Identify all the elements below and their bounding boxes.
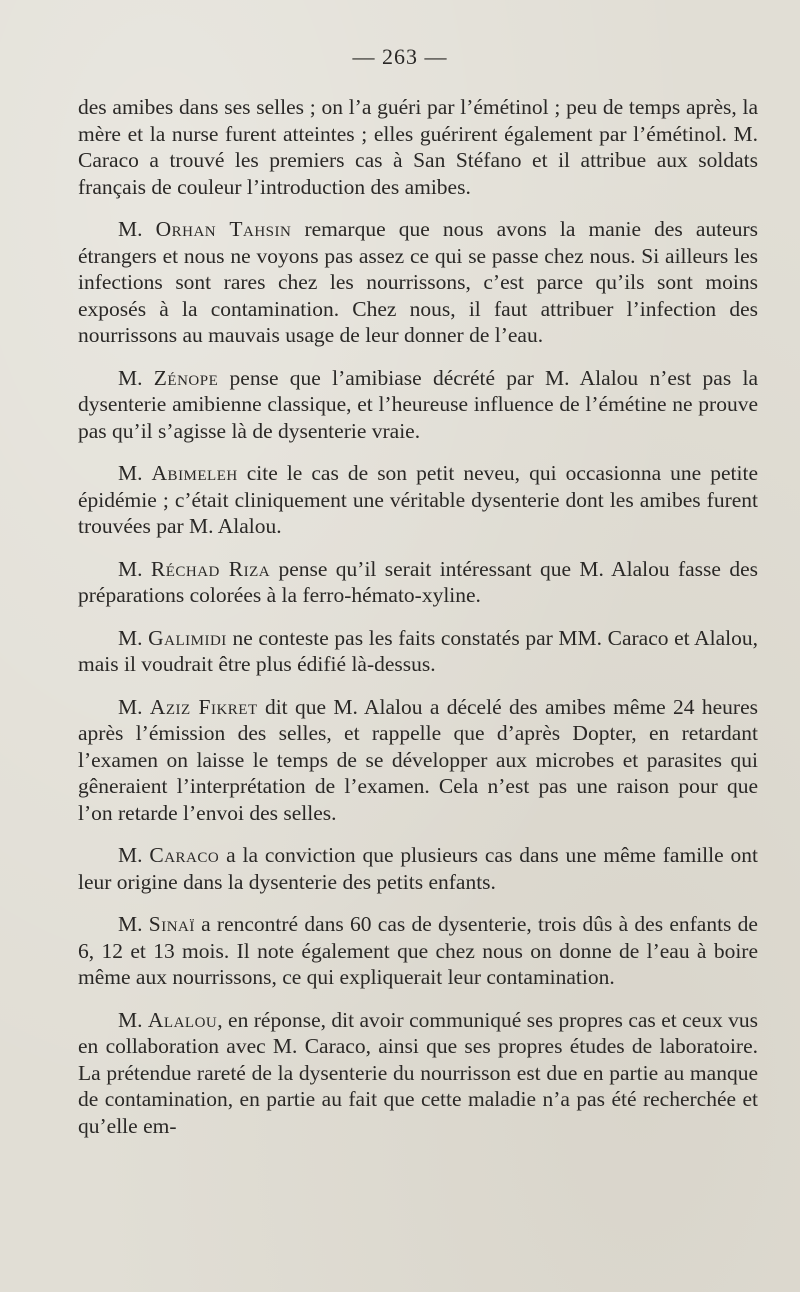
paragraph-text: a rencontré dans 60 cas de dysenterie, trois dûs à des enfants de 6, 12 et 13 mois. Il note également que chez nous on donne de l’eau à boire même aux nourrissons, ce qui expliquerait leur contamination. <box>78 912 758 989</box>
speaker-prefix: M. <box>118 625 149 650</box>
speaker-prefix: M. <box>118 217 156 241</box>
speaker-name: Zénope <box>153 365 219 390</box>
speaker-name: Réchad Riza <box>150 556 271 581</box>
speaker-name: Galimidi <box>148 625 227 650</box>
paragraph <box>78 842 758 895</box>
paragraph <box>78 94 758 200</box>
speaker-prefix: M. <box>118 694 150 719</box>
paragraph-text: dit que M. Alalou a décelé des amibes même 24 heures après l’émission des selles, et rappelle que d’après Dopter, en retardant l’examen on laisse le temps de se développer aux microbes et parasites qui gêneraient l’interprétation de l’examen. Cela n’est pas une raison pour que l’on retarde l’envoi des selles. <box>78 694 758 825</box>
paragraph-text: pense que l’amibiase décrété par M. Alalou n’est pas la dysenterie amibienne classique, et l’heureuse influence de l’émétine ne prouve pas qu’il s’agisse là de dysenterie vraie. <box>78 365 759 443</box>
speaker-name: Abimeleh <box>151 461 238 485</box>
speaker-prefix: M. <box>118 556 151 581</box>
paragraph-text: a la conviction que plusieurs cas dans une même famille ont leur origine dans la dysenterie des petits enfants. <box>78 843 758 894</box>
paragraph-text: pense qu’il serait intéressant que M. Alalou fasse des préparations colorées à la ferro-hémato-xyline. <box>78 556 758 607</box>
paragraph <box>78 216 758 349</box>
speaker-name: Orhan Tahsin <box>155 217 292 241</box>
speaker-prefix: M. <box>118 843 150 867</box>
speaker-prefix: M. <box>118 1007 148 1032</box>
paragraph <box>78 694 758 827</box>
speaker-name: Aziz Fikret <box>149 694 258 719</box>
speaker-prefix: M. <box>118 365 154 390</box>
paragraph <box>78 911 758 991</box>
paragraph <box>78 365 758 445</box>
paragraph-text: , en réponse, dit avoir communiqué ses propres cas et ceux vus en collaboration avec M. Caraco, ainsi que ses propres études de laboratoire. La prétendue rareté de la dysenterie du nourrisson est due en partie au manque de contamination, en partie au fait que cette maladie n’a pas été recherchée et qu’elle em- <box>78 1007 758 1138</box>
paragraph <box>78 1007 758 1140</box>
speaker-prefix: M. <box>118 912 149 936</box>
paragraph-text: des amibes dans ses selles ; on l’a guéri par l’émétinol ; peu de temps après, la mère et la nurse furent atteintes ; elles guérirent également par l’émétinol. M. Caraco a trouvé les premiers cas à San Stéfano et il attribue aux soldats français de couleur l’introduction des amibes. <box>78 95 758 199</box>
paragraph-text: ne conteste pas les faits constatés par MM. Caraco et Alalou, mais il voudrait être plus édifié là-dessus. <box>78 625 758 676</box>
speaker-prefix: M. <box>118 461 152 485</box>
paragraph <box>78 625 758 678</box>
speaker-name: Alalou <box>147 1007 218 1032</box>
speaker-name: Sinaï <box>148 912 195 936</box>
paragraph-text: cite le cas de son petit neveu, qui occasionna une petite épidémie ; c’était cliniquement une véritable dysenterie dont les amibes furent trouvées par M. Alalou. <box>78 461 758 538</box>
paragraph <box>78 556 758 609</box>
body-text <box>78 94 758 1139</box>
paragraph-text: remarque que nous avons la manie des auteurs étrangers et nous ne voyons pas assez ce qui se passe chez nous. Si ailleurs les infections sont rares chez les nourrissons, c’est parce qu’ils sont moins exposés à la contamination. Chez nous, il faut attribuer l’infection des nourrissons au mauvais usage de leur donner de l’eau. <box>78 217 758 347</box>
speaker-name: Caraco <box>149 843 220 867</box>
page-number: — 263 — <box>352 44 448 69</box>
paragraph <box>78 460 758 540</box>
